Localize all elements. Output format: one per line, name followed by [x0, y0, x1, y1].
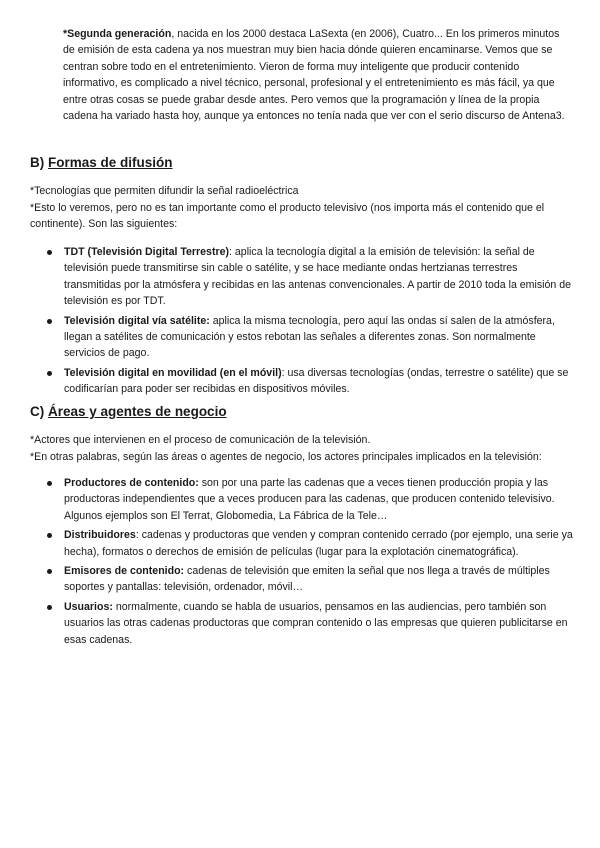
item-text: aplica la misma tecnología, pero aquí las ondas sí salen de la atmósfera, llegan a satélites de comunicación y estos rebotan las señales a diferentes zonas. Son normalmente servicios de pago.	[64, 314, 555, 360]
bullet-icon	[47, 371, 52, 376]
item-text: : aplica la tecnología digital a la emisión de televisión: la señal de televisión puede transmitirse sin cable o satélite, y se hace mediante ondas hertzianas terrestres transmitidas por la atmósfera y recibidas en las antenas convencionales. A partir de 2010 toda la emisión de televisión es por TDT.	[64, 246, 572, 308]
section-b-prefix: B)	[30, 155, 48, 170]
intro-bold: *Segunda generación	[63, 28, 172, 40]
list-item	[30, 527, 575, 560]
item-bold: Usuarios:	[64, 600, 113, 613]
section-b-para2: *Esto lo veremos, pero no es tan importante como el producto televisivo (nos importa más el contenido que el continente). Son las siguientes:	[30, 202, 545, 231]
intro-text: , nacida en los 2000 destaca LaSexta (en 2006), Cuatro... En los primeros minutos de emisión de esta cadena ya nos muestran muy bien hacia dónde quieren encaminarse. Vemos que se centran sobre todo en el entretenimiento. Vieron de forma muy inteligente que producir contenido informativo, es complicado a nivel técnico, personal, profesional y el entretenimiento es más fácil, ya que entre otras cosas se puede grabar desde antes. Pero vemos que la programación y línea de la propia cadena ha variado hasta hoy, aunque ya entonces no tenía nada que ver con el serio discurso de Antena3.	[63, 28, 565, 123]
item-text: cadenas de televisión que emiten la señal que nos llega a través de múltiples soportes y pantallas: televisión, ordenador, móvil…	[64, 565, 550, 594]
section-c-para2: *En otras palabras, según las áreas o agentes de negocio, los actores principales implicados en la televisión:	[30, 451, 542, 463]
item-bold: Productores de contenido:	[64, 477, 199, 489]
item-bold: Televisión digital en movilidad (en el móvil)	[64, 366, 282, 379]
section-b-title: Formas de difusión	[48, 155, 173, 170]
intro-paragraph	[63, 26, 573, 124]
item-text: : usa diversas tecnologías (ondas, terrestre o satélite) que se codificarían para poder ser recibidas en dispositivos móviles.	[64, 366, 569, 396]
bullet-icon	[47, 481, 52, 486]
section-b-para1: *Tecnologías que permiten difundir la señal radioeléctrica	[30, 185, 299, 197]
list-item	[30, 599, 575, 648]
item-text: normalmente, cuando se habla de usuarios, pensamos en las audiencias, pero también son usuarios las otras cadenas productoras que compran contenido o las empresas que quieren publicitarse en esas cadenas.	[64, 600, 568, 646]
section-b-list	[30, 244, 575, 401]
bullet-icon	[47, 250, 52, 255]
list-item	[30, 563, 575, 596]
section-c-heading	[30, 403, 227, 421]
section-c-list	[30, 475, 575, 651]
section-c-prefix: C)	[30, 404, 48, 419]
item-bold: Televisión digital vía satélite:	[64, 314, 210, 327]
bullet-icon	[47, 533, 52, 538]
item-bold: TDT (Televisión Digital Terrestre)	[64, 246, 230, 258]
list-item	[30, 313, 575, 362]
section-c-para1: *Actores que intervienen en el proceso de comunicación de la televisión.	[30, 434, 371, 446]
section-c-title: Áreas y agentes de negocio	[48, 404, 227, 419]
list-item	[30, 475, 575, 524]
bullet-icon	[47, 605, 52, 610]
list-item	[30, 365, 575, 398]
item-text: son por una parte las cadenas que a veces tienen producción propia y las productoras independientes que a veces producen para las cadenas, que producen contenido televisivo. Algunos ejemplos son El Terrat, Globomedia, La Fábrica de la Tele…	[64, 477, 555, 522]
item-bold: Emisores de contenido:	[64, 565, 185, 578]
bullet-icon	[47, 569, 52, 574]
item-bold: Distribuidores	[64, 529, 136, 542]
list-item	[30, 244, 575, 310]
bullet-icon	[47, 319, 52, 324]
section-b-heading	[30, 154, 173, 172]
item-text: : cadenas y productoras que venden y compran contenido cerrado (por ejemplo, una serie ya hecha), formatos o derechos de emisión de películas (lugar para la explotación cinematográfica).	[64, 529, 573, 558]
